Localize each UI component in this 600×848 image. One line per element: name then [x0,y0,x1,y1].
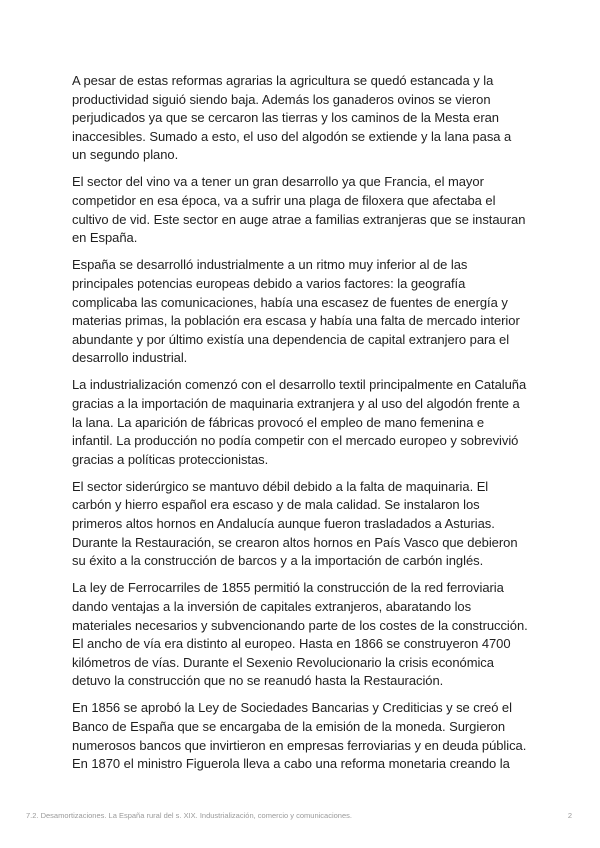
paragraph-banking: En 1856 se aprobó la Ley de Sociedades Bancarias y Crediticias y se creó el Banco de España que se encargaba de la emisión de la moneda. Surgieron numerosos bancos que invirtieron en empresas ferroviarias y en deuda pública. En 1870 el ministro Figuerola lleva a cabo una reforma monetaria creando la [72,700,527,772]
footer-title: 7.2. Desamortizaciones. La España rural del s. XIX. Industrialización, comercio y comunicaciones. [26,811,352,820]
paragraph-agriculture: A pesar de estas reformas agrarias la agricultura se quedó estancada y la productividad siguió siendo baja. Además los ganaderos ovinos se vieron perjudicados ya que se cercaron las tierras y los caminos de la Mesta eran inaccesibles. Sumado a esto, el uso del algodón se extiende y la lana pasa a un segundo plano. [72,73,512,163]
paragraph-railways: La ley de Ferrocarriles de 1855 permitió la construcción de la red ferroviaria dando ventajas a la inversión de capitales extranjeros, abaratando los materiales necesarios y subvencionando parte de los costes de la construcción. El ancho de vía era distinto al europeo. Hasta en 1866 se construyeron 4700 kilómetros de vías. Durante el Sexenio Revolucionario la crisis económica detuvo la construcción que no se reanudó hasta la Restauración. [72,580,528,689]
document-body [72,72,528,782]
paragraph-industrial-delay: España se desarrolló industrialmente a un ritmo muy inferior al de las principales potencias europeas debido a varios factores: la geografía complicaba las comunicaciones, había una escasez de fuentes de energía y materias primas, la población era escasa y había una falta de mercado interior abundante y por último existía una dependencia de capital extranjero para el desarrollo industrial. [72,257,520,366]
page-number: 2 [567,811,572,820]
paragraph-steel-industry: El sector siderúrgico se mantuvo débil debido a la falta de maquinaria. El carbón y hierro español era escaso y de mala calidad. Se instalaron los primeros altos hornos en Andalucía aunque fueron trasladados a Asturias. Durante la Restauración, se crearon altos hornos en País Vasco que debieron su éxito a la construcción de barcos y a la importación de carbón inglés. [72,478,518,569]
paragraph-wine-sector: El sector del vino va a tener un gran desarrollo ya que Francia, el mayor competidor en esa época, va a sufrir una plaga de filoxera que afectaba el cultivo de vid. Este sector en auge atrae a familias extranjeras que se instauran en España. [72,174,526,246]
paragraph-textile-industry: La industrialización comenzó con el desarrollo textil principalmente en Cataluña gracias a la importación de maquinaria extranjera y al uso del algodón frente a la lana. La aparición de fábricas provocó el empleo de mano femenina e infantil. La producción no podía competir con el mercado europeo y sobrevivió gracias a políticas proteccionistas. [72,377,527,467]
